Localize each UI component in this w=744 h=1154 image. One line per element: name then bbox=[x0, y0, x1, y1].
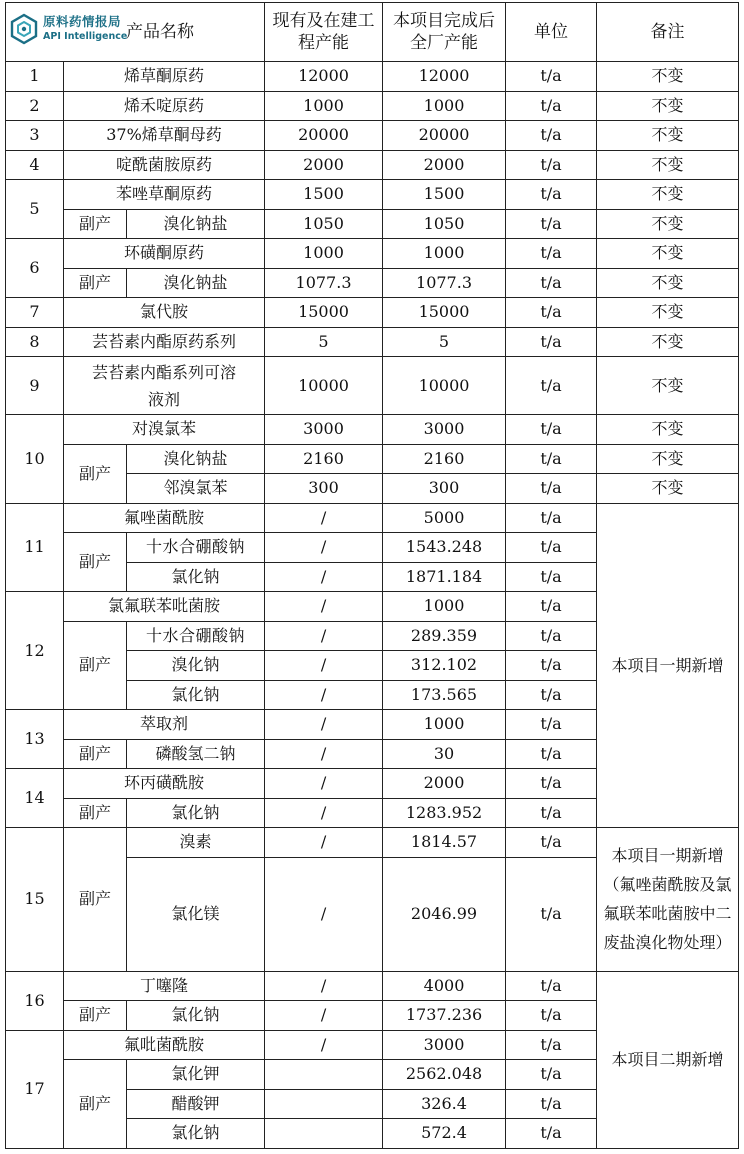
logo-name-cn: 原料药情报局 bbox=[43, 14, 122, 29]
remark: 不变 bbox=[597, 474, 739, 504]
product-name: 芸苔素内酯原药系列 bbox=[64, 327, 265, 357]
unit: t/a bbox=[506, 474, 597, 504]
after-capacity: 2000 bbox=[383, 769, 506, 799]
unit: t/a bbox=[506, 239, 597, 269]
product-name: 氟唑菌酰胺 bbox=[64, 503, 265, 533]
unit: t/a bbox=[506, 1089, 597, 1119]
unit: t/a bbox=[506, 357, 597, 415]
remark-phase2: 本项目二期新增 bbox=[597, 971, 739, 1148]
table-row bbox=[6, 209, 739, 239]
byproduct-label: 副产 bbox=[64, 798, 127, 828]
byproduct-name: 氯化钠 bbox=[127, 562, 265, 592]
after-capacity: 1050 bbox=[383, 209, 506, 239]
row-number: 10 bbox=[6, 415, 64, 504]
byproduct-name: 氯化钾 bbox=[127, 1060, 265, 1090]
unit: t/a bbox=[506, 298, 597, 328]
after-capacity: 30 bbox=[383, 739, 506, 769]
unit: t/a bbox=[506, 857, 597, 971]
header-current-capacity: 现有及在建工程产能 bbox=[265, 3, 383, 62]
after-capacity: 312.102 bbox=[383, 651, 506, 681]
remark: 不变 bbox=[597, 121, 739, 151]
remark: 不变 bbox=[597, 268, 739, 298]
row-number: 16 bbox=[6, 971, 64, 1030]
current-capacity: 12000 bbox=[265, 62, 383, 92]
product-name: 烯禾啶原药 bbox=[64, 91, 265, 121]
byproduct-label: 副产 bbox=[64, 533, 127, 592]
row-number: 2 bbox=[6, 91, 64, 121]
unit: t/a bbox=[506, 533, 597, 563]
current-capacity bbox=[265, 1089, 383, 1119]
current-capacity: 1000 bbox=[265, 239, 383, 269]
table-row bbox=[6, 91, 739, 121]
after-capacity: 1000 bbox=[383, 592, 506, 622]
byproduct-name: 十水合硼酸钠 bbox=[127, 533, 265, 563]
byproduct-label: 副产 bbox=[64, 1060, 127, 1149]
remark: 不变 bbox=[597, 444, 739, 474]
table-row bbox=[6, 150, 739, 180]
table-row bbox=[6, 268, 739, 298]
table-row bbox=[6, 503, 739, 533]
after-capacity: 2160 bbox=[383, 444, 506, 474]
remark: 不变 bbox=[597, 150, 739, 180]
row-number: 5 bbox=[6, 180, 64, 239]
current-capacity: / bbox=[265, 971, 383, 1001]
api-intelligence-logo bbox=[8, 13, 127, 45]
row-number: 14 bbox=[6, 769, 64, 828]
table-row bbox=[6, 239, 739, 269]
after-capacity: 5 bbox=[383, 327, 506, 357]
unit: t/a bbox=[506, 710, 597, 740]
row-number: 11 bbox=[6, 503, 64, 592]
current-capacity: / bbox=[265, 769, 383, 799]
header-row bbox=[6, 3, 739, 62]
after-capacity: 12000 bbox=[383, 62, 506, 92]
unit: t/a bbox=[506, 150, 597, 180]
byproduct-label: 副产 bbox=[64, 209, 127, 239]
unit: t/a bbox=[506, 562, 597, 592]
current-capacity: / bbox=[265, 710, 383, 740]
after-capacity: 1077.3 bbox=[383, 268, 506, 298]
row-number: 15 bbox=[6, 828, 64, 972]
product-name: 啶酰菌胺原药 bbox=[64, 150, 265, 180]
current-capacity: 10000 bbox=[265, 357, 383, 415]
unit: t/a bbox=[506, 1119, 597, 1149]
byproduct-label: 副产 bbox=[64, 739, 127, 769]
after-capacity: 2000 bbox=[383, 150, 506, 180]
product-name: 苯唑草酮原药 bbox=[64, 180, 265, 210]
remark: 不变 bbox=[597, 239, 739, 269]
after-capacity: 20000 bbox=[383, 121, 506, 151]
current-capacity: / bbox=[265, 562, 383, 592]
table-row bbox=[6, 415, 739, 445]
current-capacity: 1500 bbox=[265, 180, 383, 210]
remark-phase1: 本项目一期新增 bbox=[597, 503, 739, 828]
table-row bbox=[6, 121, 739, 151]
after-capacity: 1000 bbox=[383, 239, 506, 269]
after-capacity: 1814.57 bbox=[383, 828, 506, 858]
byproduct-name: 溴化钠盐 bbox=[127, 444, 265, 474]
after-capacity: 572.4 bbox=[383, 1119, 506, 1149]
remark: 不变 bbox=[597, 415, 739, 445]
after-capacity: 2046.99 bbox=[383, 857, 506, 971]
current-capacity: 1000 bbox=[265, 91, 383, 121]
after-capacity: 1871.184 bbox=[383, 562, 506, 592]
after-capacity: 300 bbox=[383, 474, 506, 504]
current-capacity: 2000 bbox=[265, 150, 383, 180]
table-row bbox=[6, 62, 739, 92]
current-capacity bbox=[265, 1119, 383, 1149]
after-capacity: 1000 bbox=[383, 710, 506, 740]
unit: t/a bbox=[506, 621, 597, 651]
unit: t/a bbox=[506, 592, 597, 622]
current-capacity: / bbox=[265, 503, 383, 533]
unit: t/a bbox=[506, 739, 597, 769]
after-capacity: 2562.048 bbox=[383, 1060, 506, 1090]
row-number: 1 bbox=[6, 62, 64, 92]
unit: t/a bbox=[506, 971, 597, 1001]
after-capacity: 1000 bbox=[383, 91, 506, 121]
remark: 不变 bbox=[597, 327, 739, 357]
product-name: 对溴氯苯 bbox=[64, 415, 265, 445]
product-name: 氯氟联苯吡菌胺 bbox=[64, 592, 265, 622]
after-capacity: 3000 bbox=[383, 415, 506, 445]
product-name: 丁噻隆 bbox=[64, 971, 265, 1001]
unit: t/a bbox=[506, 680, 597, 710]
logo-name-en: API Intelligence bbox=[43, 31, 128, 42]
byproduct-name: 氯化钠 bbox=[127, 1001, 265, 1031]
product-name: 环丙磺酰胺 bbox=[64, 769, 265, 799]
byproduct-label: 副产 bbox=[64, 621, 127, 710]
current-capacity: / bbox=[265, 828, 383, 858]
unit: t/a bbox=[506, 1060, 597, 1090]
unit: t/a bbox=[506, 327, 597, 357]
unit: t/a bbox=[506, 62, 597, 92]
after-capacity: 289.359 bbox=[383, 621, 506, 651]
unit: t/a bbox=[506, 415, 597, 445]
table-row bbox=[6, 298, 739, 328]
current-capacity: / bbox=[265, 798, 383, 828]
byproduct-name: 十水合硼酸钠 bbox=[127, 621, 265, 651]
unit: t/a bbox=[506, 180, 597, 210]
current-capacity: / bbox=[265, 651, 383, 681]
unit: t/a bbox=[506, 91, 597, 121]
byproduct-name: 溴化钠 bbox=[127, 651, 265, 681]
table-row bbox=[6, 444, 739, 474]
product-name: 环磺酮原药 bbox=[64, 239, 265, 269]
hexagon-logo-icon bbox=[8, 13, 40, 45]
current-capacity: 1050 bbox=[265, 209, 383, 239]
table-row bbox=[6, 357, 739, 415]
byproduct-name: 氯化钠 bbox=[127, 1119, 265, 1149]
remark: 不变 bbox=[597, 62, 739, 92]
byproduct-name: 溴化钠盐 bbox=[127, 268, 265, 298]
remark-phase1-bromine: 本项目一期新增（氟唑菌酰胺及氯氟联苯吡菌胺中二废盐溴化物处理） bbox=[597, 828, 739, 972]
unit: t/a bbox=[506, 121, 597, 151]
current-capacity: / bbox=[265, 739, 383, 769]
row-number: 13 bbox=[6, 710, 64, 769]
capacity-table bbox=[5, 2, 739, 1149]
row-number: 12 bbox=[6, 592, 64, 710]
byproduct-name: 邻溴氯苯 bbox=[127, 474, 265, 504]
current-capacity: 300 bbox=[265, 474, 383, 504]
current-capacity: / bbox=[265, 680, 383, 710]
header-unit: 单位 bbox=[506, 3, 597, 62]
unit: t/a bbox=[506, 444, 597, 474]
header-after-capacity: 本项目完成后全厂产能 bbox=[383, 3, 506, 62]
after-capacity: 3000 bbox=[383, 1030, 506, 1060]
unit: t/a bbox=[506, 1030, 597, 1060]
byproduct-name: 氯化钠 bbox=[127, 680, 265, 710]
row-number: 7 bbox=[6, 298, 64, 328]
after-capacity: 1500 bbox=[383, 180, 506, 210]
header-remark: 备注 bbox=[597, 3, 739, 62]
product-name: 萃取剂 bbox=[64, 710, 265, 740]
current-capacity: / bbox=[265, 1001, 383, 1031]
byproduct-label: 副产 bbox=[64, 444, 127, 503]
byproduct-name: 醋酸钾 bbox=[127, 1089, 265, 1119]
byproduct-name: 氯化镁 bbox=[127, 857, 265, 971]
table-row bbox=[6, 828, 739, 858]
table-row bbox=[6, 180, 739, 210]
current-capacity: 5 bbox=[265, 327, 383, 357]
product-name: 芸苔素内酯系列可溶液剂 bbox=[64, 357, 265, 415]
remark: 不变 bbox=[597, 180, 739, 210]
row-number: 6 bbox=[6, 239, 64, 298]
unit: t/a bbox=[506, 769, 597, 799]
byproduct-name: 溴化钠盐 bbox=[127, 209, 265, 239]
after-capacity: 326.4 bbox=[383, 1089, 506, 1119]
unit: t/a bbox=[506, 268, 597, 298]
product-name: 37%烯草酮母药 bbox=[64, 121, 265, 151]
current-capacity: / bbox=[265, 621, 383, 651]
remark: 不变 bbox=[597, 357, 739, 415]
after-capacity: 1737.236 bbox=[383, 1001, 506, 1031]
unit: t/a bbox=[506, 209, 597, 239]
current-capacity: 20000 bbox=[265, 121, 383, 151]
after-capacity: 1283.952 bbox=[383, 798, 506, 828]
table-row bbox=[6, 971, 739, 1001]
current-capacity bbox=[265, 1060, 383, 1090]
byproduct-name: 氯化钠 bbox=[127, 798, 265, 828]
remark: 不变 bbox=[597, 298, 739, 328]
unit: t/a bbox=[506, 651, 597, 681]
header-product-cell bbox=[6, 3, 265, 62]
byproduct-label: 副产 bbox=[64, 828, 127, 972]
current-capacity: / bbox=[265, 1030, 383, 1060]
row-number: 8 bbox=[6, 327, 64, 357]
unit: t/a bbox=[506, 828, 597, 858]
row-number: 3 bbox=[6, 121, 64, 151]
after-capacity: 173.565 bbox=[383, 680, 506, 710]
current-capacity: 15000 bbox=[265, 298, 383, 328]
byproduct-name: 溴素 bbox=[127, 828, 265, 858]
header-product-name: 产品名称 bbox=[126, 22, 194, 42]
byproduct-label: 副产 bbox=[64, 1001, 127, 1031]
current-capacity: 3000 bbox=[265, 415, 383, 445]
product-name: 烯草酮原药 bbox=[64, 62, 265, 92]
product-name: 氟吡菌酰胺 bbox=[64, 1030, 265, 1060]
unit: t/a bbox=[506, 503, 597, 533]
remark: 不变 bbox=[597, 209, 739, 239]
after-capacity: 5000 bbox=[383, 503, 506, 533]
row-number: 9 bbox=[6, 357, 64, 415]
current-capacity: / bbox=[265, 592, 383, 622]
current-capacity: / bbox=[265, 533, 383, 563]
remark: 不变 bbox=[597, 91, 739, 121]
current-capacity: / bbox=[265, 857, 383, 971]
current-capacity: 2160 bbox=[265, 444, 383, 474]
table-row bbox=[6, 327, 739, 357]
current-capacity: 1077.3 bbox=[265, 268, 383, 298]
row-number: 17 bbox=[6, 1030, 64, 1148]
after-capacity: 1543.248 bbox=[383, 533, 506, 563]
unit: t/a bbox=[506, 798, 597, 828]
row-number: 4 bbox=[6, 150, 64, 180]
after-capacity: 10000 bbox=[383, 357, 506, 415]
byproduct-name: 磷酸氢二钠 bbox=[127, 739, 265, 769]
byproduct-label: 副产 bbox=[64, 268, 127, 298]
product-name: 氯代胺 bbox=[64, 298, 265, 328]
unit: t/a bbox=[506, 1001, 597, 1031]
after-capacity: 15000 bbox=[383, 298, 506, 328]
after-capacity: 4000 bbox=[383, 971, 506, 1001]
